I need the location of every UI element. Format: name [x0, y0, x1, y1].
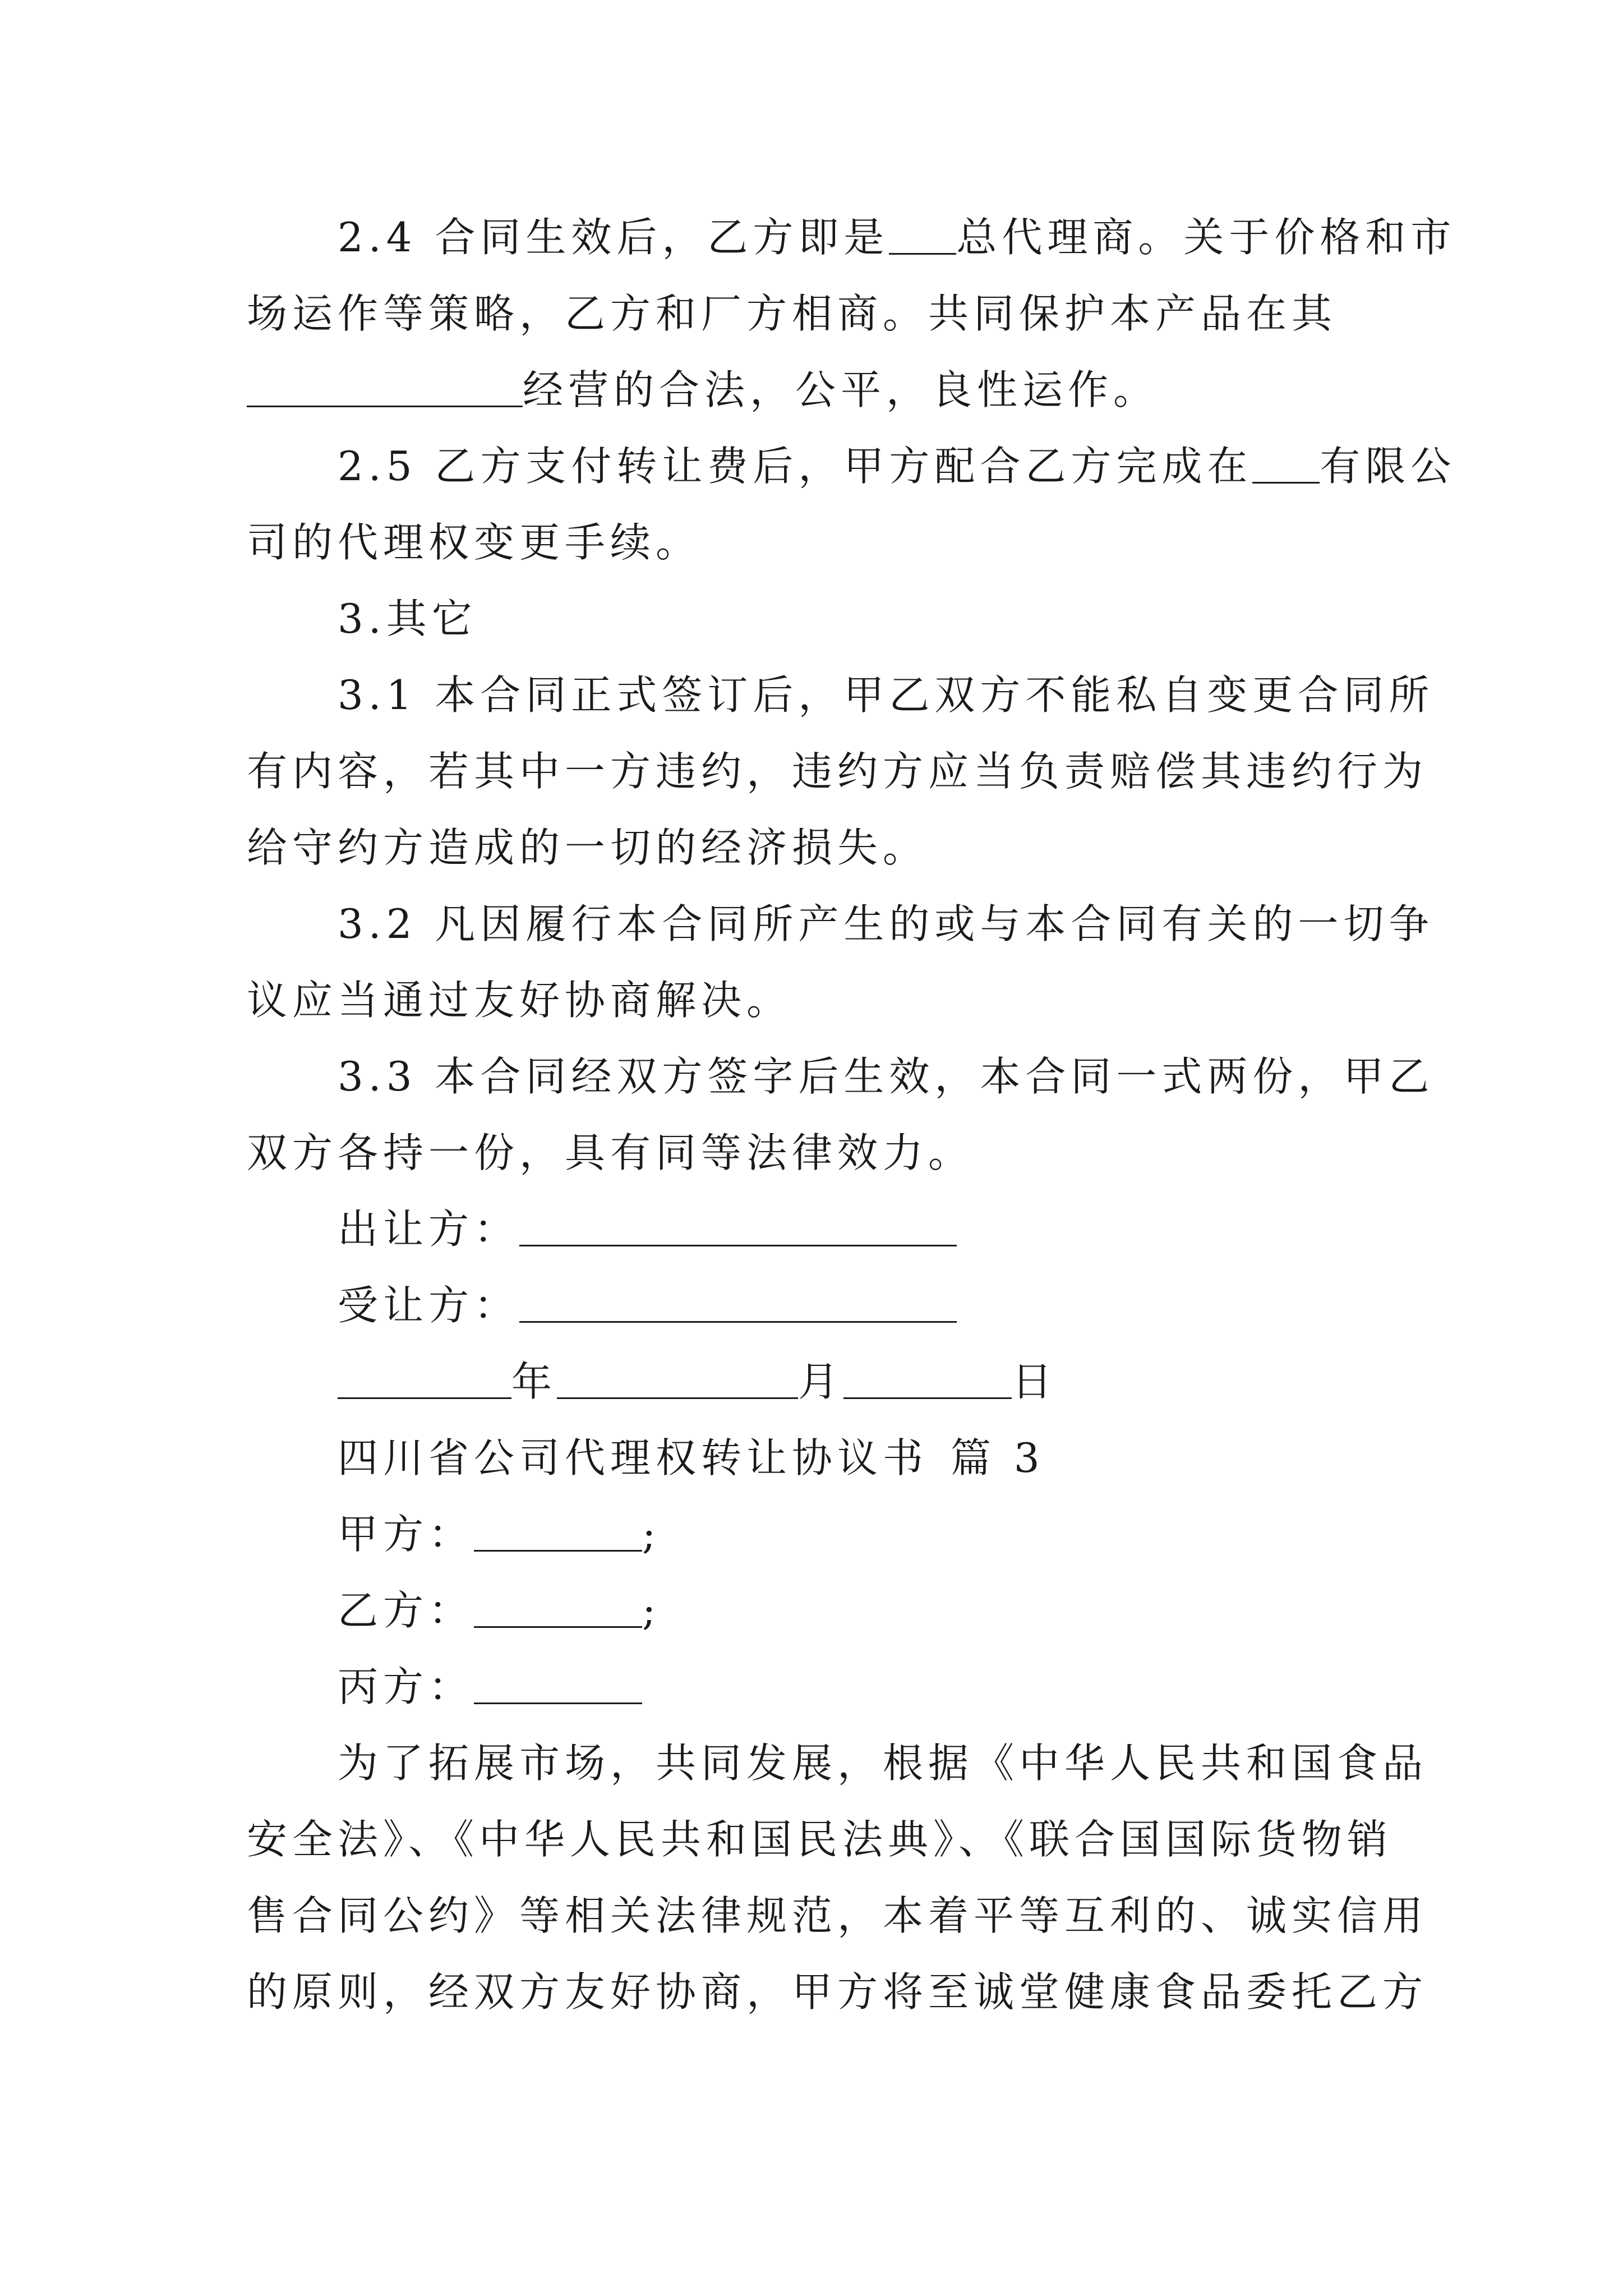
clause-2-4-text: 经营的合法，公平，良性运作。: [523, 366, 1159, 413]
clause-3-3-line-2: 双方各持一份，具有同等法律效力。: [247, 1129, 974, 1176]
intro-line-2: 安全法》、《中华人民共和国民法典》、《联合国国际货物销: [247, 1816, 1393, 1863]
intro-line-4: 的原则，经双方友好协商，甲方将至诚堂健康食品委托乙方: [247, 1968, 1428, 2016]
agreement-title: [247, 1420, 1385, 1496]
transferee-signature-line: [247, 1267, 1385, 1343]
clause-3-2-line-2: 议应当通过友好协商解决。: [247, 977, 792, 1024]
party-b-line: [247, 1572, 1385, 1649]
clause-2-4-line-3: [247, 352, 1385, 428]
intro-line-3: 售合同公约》等相关法律规范，本着平等互利的、诚实信用: [247, 1892, 1428, 1939]
agreement-section-number: 篇 3: [951, 1434, 1045, 1481]
clause-2-5-line-1: [247, 428, 1456, 504]
transferor-signature-line: [247, 1191, 1385, 1267]
party-c-blank: [474, 1663, 642, 1704]
party-a-line: [247, 1496, 1385, 1572]
fill-blank: [889, 214, 956, 255]
transferee-label: 受让方：: [338, 1282, 520, 1329]
party-b-blank: [474, 1587, 642, 1628]
party-c-line: [247, 1649, 1385, 1725]
party-c-label: 丙方：: [338, 1663, 474, 1710]
day-label: 日: [1012, 1358, 1058, 1405]
day-blank: [843, 1358, 1012, 1399]
clause-3-3-line-1: 3.3 本合同经双方签字后生效，本合同一式两份，甲乙: [338, 1053, 1435, 1100]
fill-blank: [247, 366, 523, 407]
section-3-heading: 3.其它: [338, 595, 477, 642]
clause-2-5-text: 2.5 乙方支付转让费后，甲方配合乙方完成在: [338, 443, 1253, 490]
party-b-label: 乙方：: [338, 1587, 474, 1634]
party-a-label: 甲方：: [338, 1511, 474, 1558]
clause-2-4-text: 总代理商。关于价格和市: [956, 214, 1456, 261]
clause-3-1-line-1: 3.1 本合同正式签订后，甲乙双方不能私自变更合同所: [338, 671, 1435, 719]
month-label: 月: [798, 1358, 844, 1405]
year-blank: [338, 1358, 511, 1399]
year-label: 年: [511, 1358, 557, 1405]
clause-2-4-text: 2.4 合同生效后，乙方即是: [338, 214, 889, 261]
document-page: [247, 199, 1456, 2030]
transferor-blank: [519, 1205, 957, 1246]
clause-2-5-text: 有限公: [1320, 443, 1456, 490]
clause-2-4-line-1: [247, 199, 1456, 275]
fill-blank: [1252, 443, 1320, 484]
clause-3-1-line-3: 给守约方造成的一切的经济损失。: [247, 824, 929, 871]
semicolon: ;: [642, 1587, 661, 1634]
party-a-blank: [474, 1511, 642, 1552]
transferor-label: 出让方：: [338, 1205, 520, 1253]
intro-line-1: 为了拓展市场，共同发展，根据《中华人民共和国食品: [338, 1740, 1428, 1787]
agreement-title-text: 四川省公司代理权转让协议书: [338, 1434, 929, 1481]
clause-2-5-line-2: 司的代理权变更手续。: [247, 519, 702, 566]
clause-3-2-line-1: 3.2 凡因履行本合同所产生的或与本合同有关的一切争: [338, 900, 1435, 947]
clause-2-4-line-2: 场运作等策略，乙方和厂方相商。共同保护本产品在其: [247, 290, 1338, 337]
semicolon: ;: [642, 1511, 661, 1558]
clause-3-1-line-2: 有内容，若其中一方违约，违约方应当负责赔偿其违约行为: [247, 748, 1428, 795]
date-line: [247, 1343, 1385, 1420]
transferee-blank: [519, 1282, 957, 1323]
month-blank: [557, 1358, 798, 1399]
